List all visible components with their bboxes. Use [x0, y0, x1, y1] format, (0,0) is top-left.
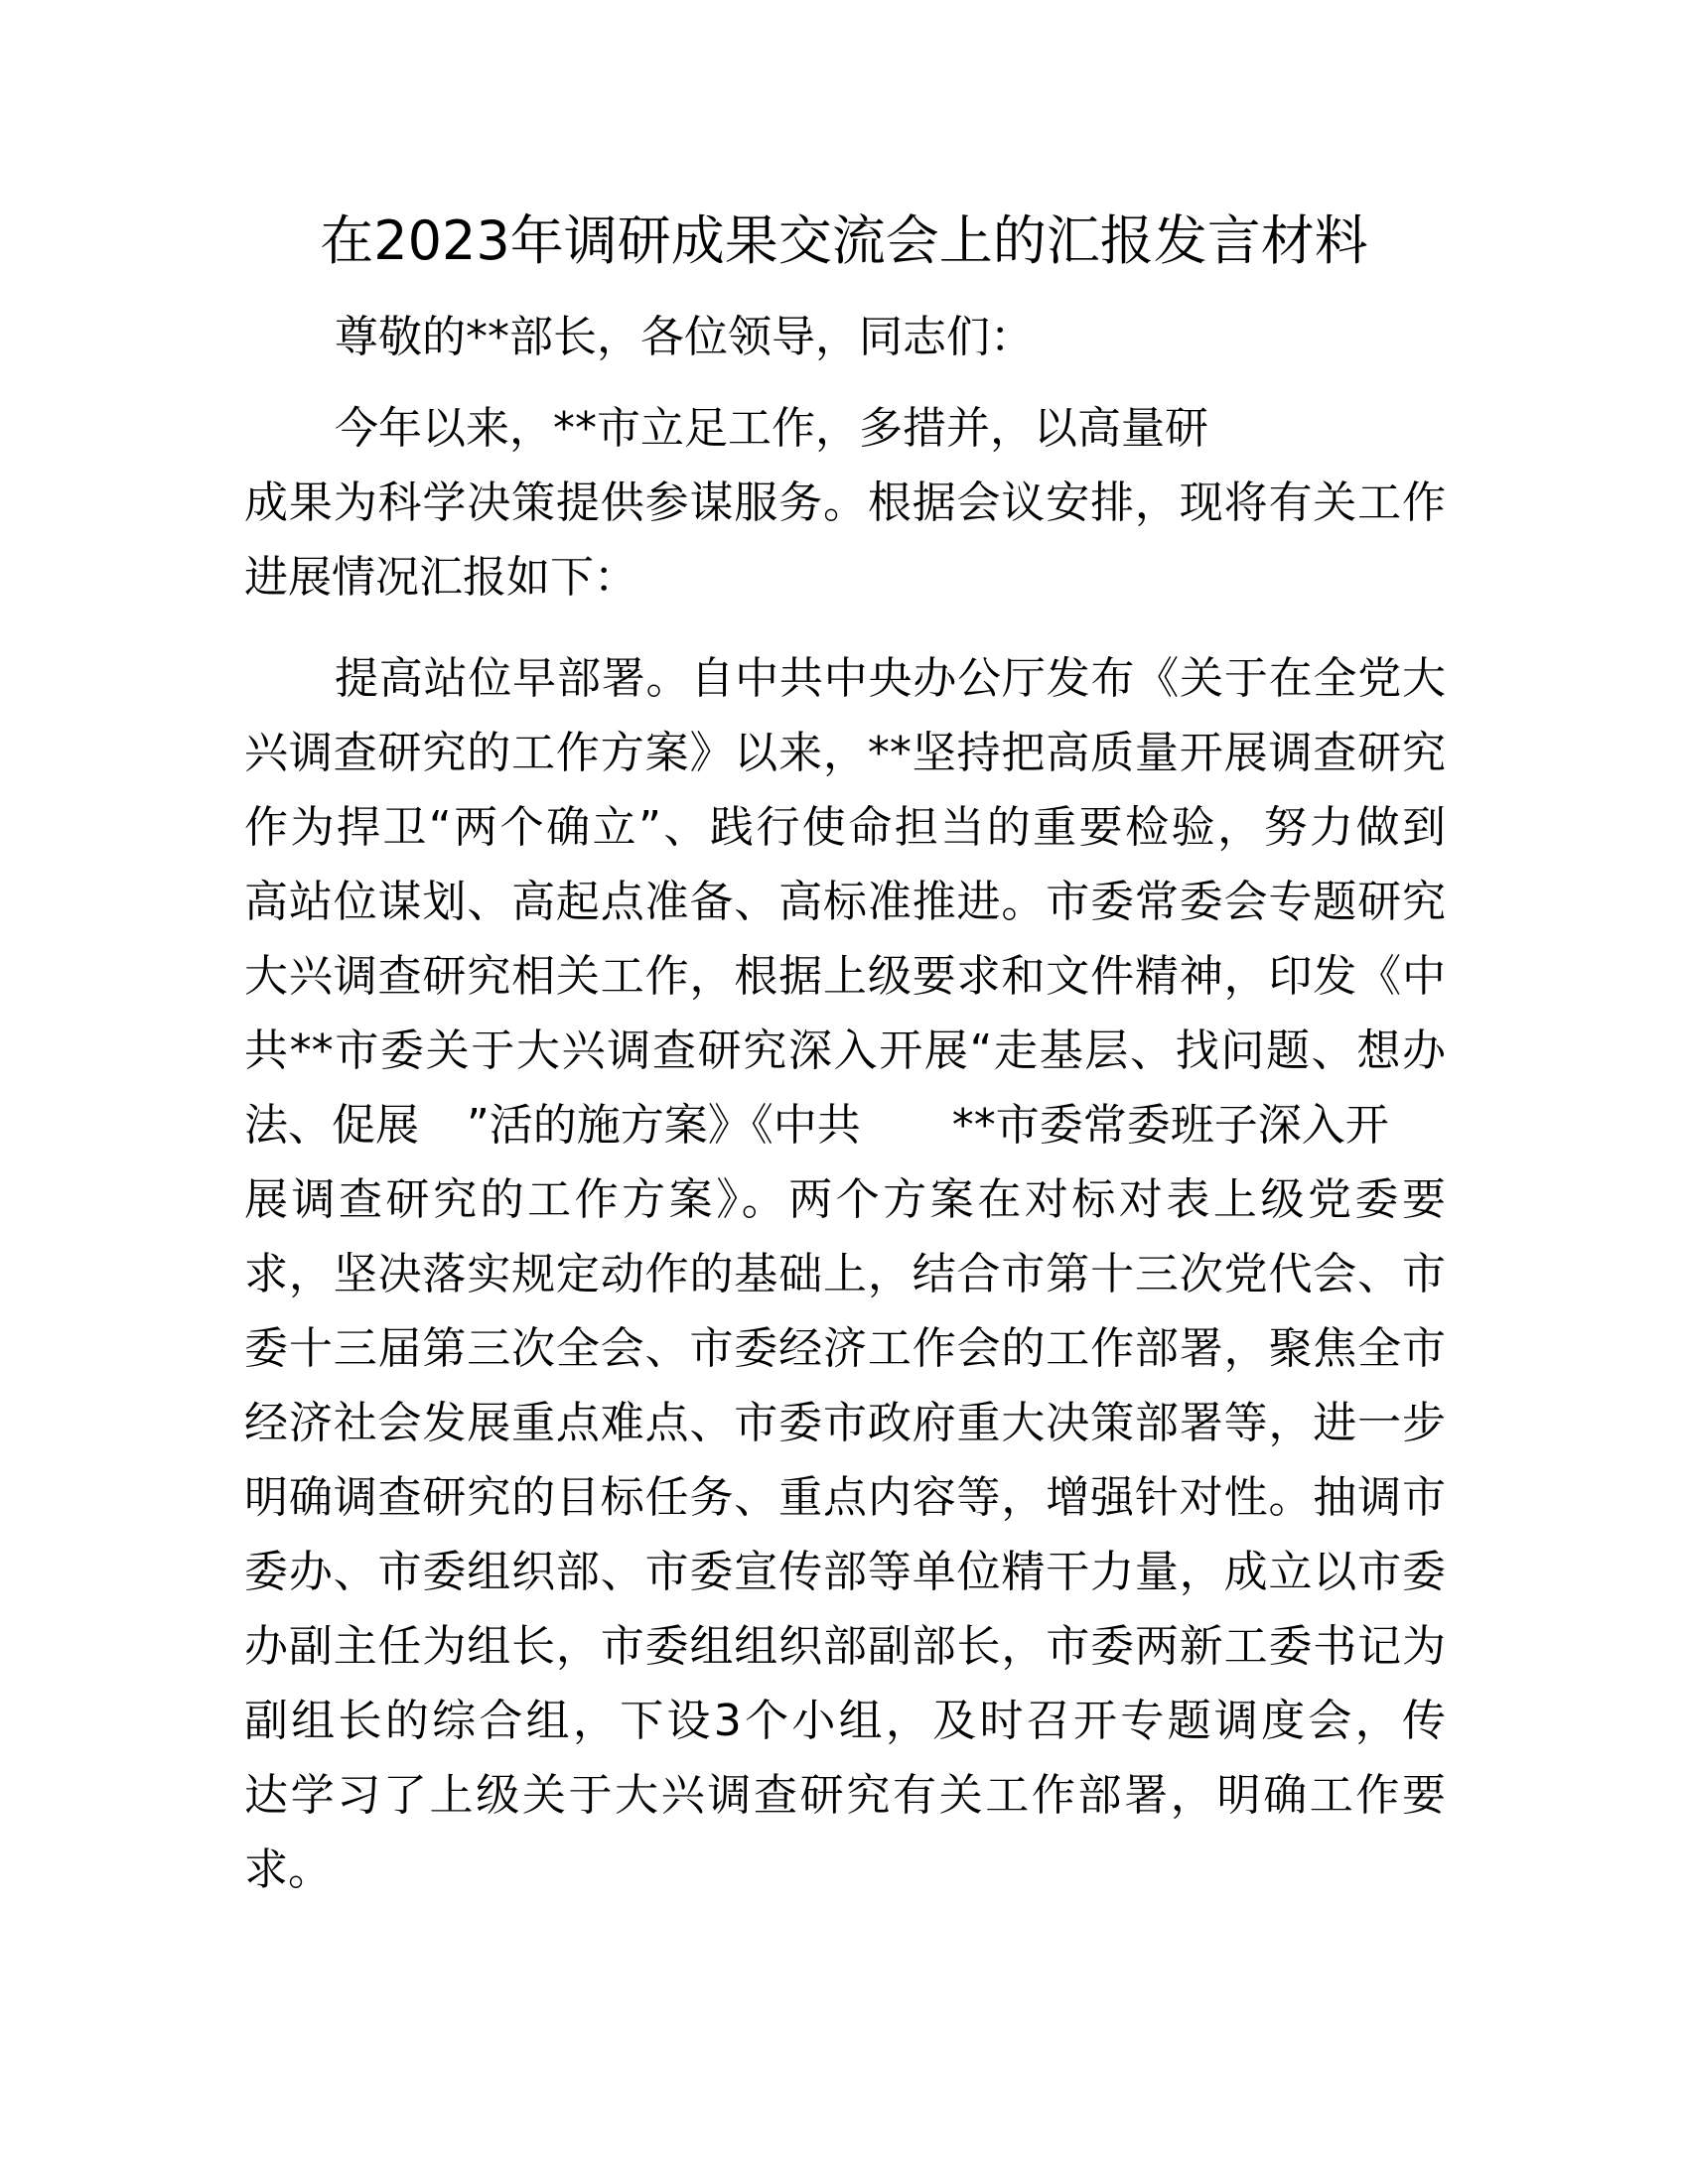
body-line-17: 求。 — [244, 1844, 332, 1895]
intro-line-1: 今年以来，**市立足工作，多措并，以高量研 — [335, 403, 1208, 454]
body-line-7-part-3: **市委常委班子深入开 — [951, 1100, 1389, 1151]
body-line-9: 求，坚决落实规定动作的基础上，结合市第十三次党代会、市 — [244, 1249, 1446, 1299]
body-line-10: 委十三届第三次全会、市委经济工作会的工作部署，聚焦全市 — [244, 1323, 1446, 1374]
body-line-16: 达学习了上级关于大兴调查研究有关工作部署，明确工作要 — [244, 1770, 1446, 1821]
intro-line-2: 成果为科学决策提供参谋服务。根据会议安排，现将有关工作 — [244, 478, 1446, 528]
body-line-4: 高站位谋划、高起点准备、高标准推进。市委常委会专题研究 — [244, 877, 1446, 927]
body-line-13: 委办、市委组织部、市委宣传部等单位精干力量，成立以市委 — [244, 1547, 1446, 1597]
intro-line-3: 进展情况汇报如下： — [244, 552, 637, 603]
document-title: 在2023年调研成果交流会上的汇报发言材料 — [320, 209, 1368, 272]
body-line-1: 提高站位早部署。自中共中央办公厅发布《关于在全党大 — [335, 653, 1446, 704]
body-line-8: 展调查研究的工作方案》。两个方案在对标对表上级党委要 — [244, 1174, 1446, 1225]
body-line-15: 副组长的综合组，下设3个小组，及时召开专题调度会，传 — [244, 1696, 1446, 1746]
body-line-7-part-1: 法、促展 — [244, 1100, 419, 1151]
body-line-11: 经济社会发展重点难点、市委市政府重大决策部署等，进一步 — [244, 1398, 1446, 1448]
body-line-2: 兴调查研究的工作方案》以来，**坚持把高质量开展调查研究 — [244, 728, 1446, 778]
body-line-7 — [244, 1096, 1446, 1156]
body-line-6: 共**市委关于大兴调查研究深入开展“走基层、找问题、想办 — [244, 1025, 1446, 1076]
body-line-3: 作为捍卫“两个确立”、践行使命担当的重要检验，努力做到 — [244, 802, 1446, 853]
salutation-line: 尊敬的**部长，各位领导，同志们： — [335, 312, 1034, 362]
body-line-5: 大兴调查研究相关工作，根据上级要求和文件精神，印发《中 — [244, 951, 1446, 1002]
body-line-12: 明确调查研究的目标任务、重点内容等，增强针对性。抽调市 — [244, 1472, 1446, 1523]
body-line-7-part-2: ”活的施方案》《中共 — [467, 1100, 861, 1151]
body-line-14: 办副主任为组长，市委组组织部副部长，市委两新工委书记为 — [244, 1621, 1446, 1672]
